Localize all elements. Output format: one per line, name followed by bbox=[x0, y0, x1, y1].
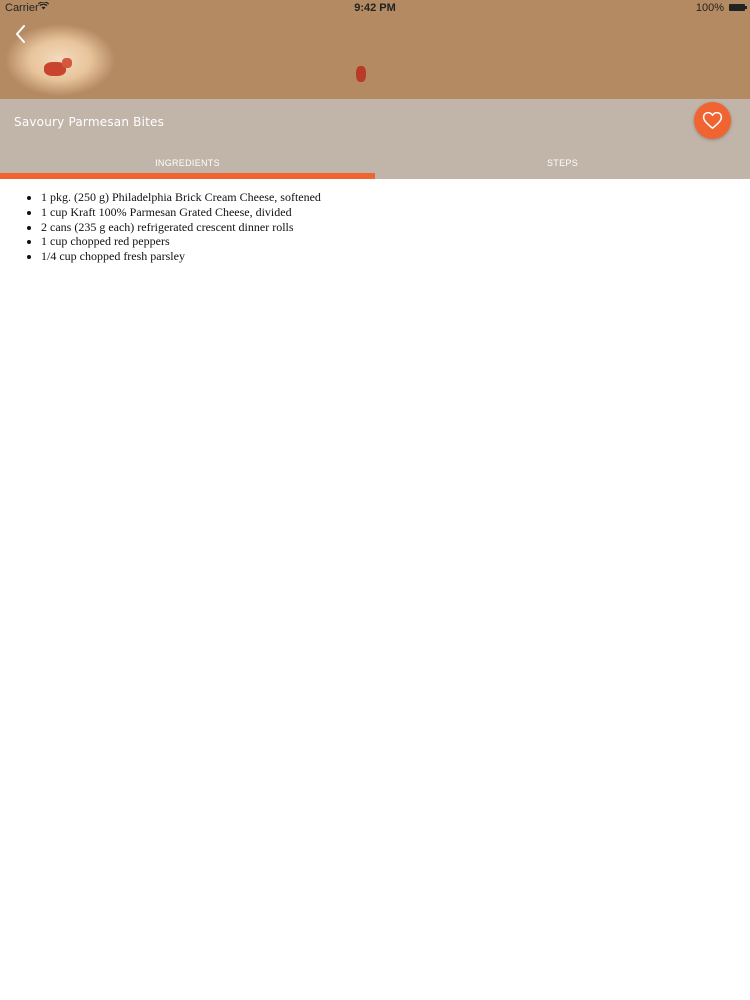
status-bar bbox=[0, 0, 750, 16]
favorite-button[interactable] bbox=[694, 102, 731, 139]
clock: 9:42 PM bbox=[354, 2, 396, 14]
battery-percent: 100% bbox=[695, 2, 724, 14]
list-item: • 1 cup Kraft 100% Parmesan Grated Cheese, divided bbox=[41, 205, 321, 220]
battery-icon bbox=[729, 4, 745, 11]
heart-icon bbox=[702, 111, 723, 130]
tab-steps[interactable] bbox=[375, 148, 750, 179]
list-item: • 2 cans (235 g each) refrigerated crescent dinner rolls bbox=[41, 220, 321, 235]
title-bar bbox=[0, 99, 750, 148]
list-item: • 1/4 cup chopped fresh parsley bbox=[41, 249, 321, 264]
back-button[interactable] bbox=[8, 20, 34, 48]
list-item: • 1 pkg. (250 g) Philadelphia Brick Cream Cheese, softened bbox=[41, 190, 321, 205]
tab-ingredients-label: INGREDIENTS bbox=[155, 158, 220, 168]
tab-steps-label: STEPS bbox=[546, 158, 578, 168]
page-title: Savoury Parmesan Bites bbox=[14, 115, 165, 129]
chevron-left-icon bbox=[8, 20, 34, 48]
ingredients-list bbox=[0, 190, 321, 264]
selected-tab-indicator bbox=[0, 173, 375, 179]
carrier-label: Carrier bbox=[5, 2, 39, 14]
list-item: • 1 cup chopped red peppers bbox=[41, 234, 321, 249]
